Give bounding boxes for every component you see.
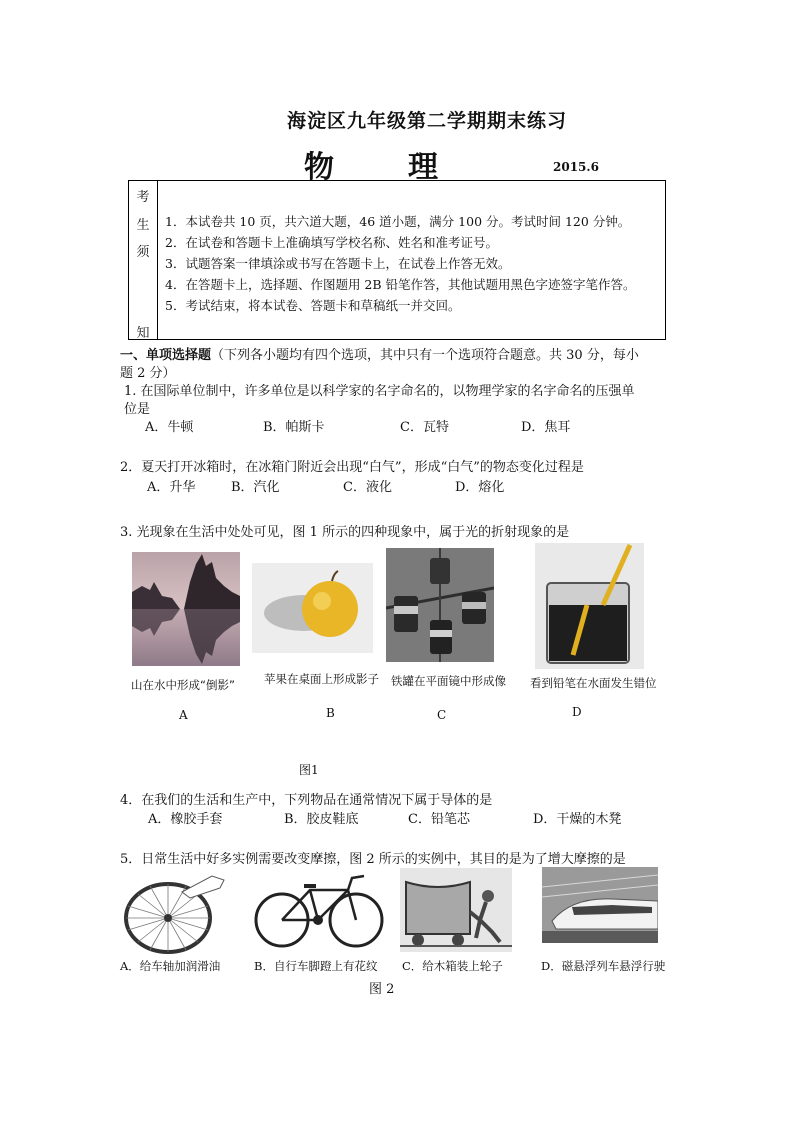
subject-char-2: 理 [408, 150, 438, 185]
crate-wheels-image [400, 868, 512, 952]
option-d: D．焦耳 [521, 420, 571, 435]
q1-stem-cont: 位是 [124, 402, 151, 417]
instruction-item: 5．考试结束，将本试卷、答题卡和草稿纸一并交回。 [165, 298, 461, 313]
wheel-lubrication-image [120, 870, 230, 955]
q5-stem: 5．日常生活中好多实例需要改变摩擦，图 2 所示的实例中，其目的是为了增大摩擦的是 [120, 852, 626, 867]
instruction-item: 1．本试卷共 10 页，共六道大题，46 道小题，满分 100 分。考试时间 120 分钟。 [165, 214, 631, 229]
figure1-caption-b: 苹果在桌面上形成影子 [264, 672, 379, 686]
figure1-letter-b: B [326, 706, 335, 720]
figure1-caption-c: 铁罐在平面镜中形成像 [391, 674, 506, 688]
side-char: 须 [136, 245, 150, 260]
instruction-item: 2．在试卷和答题卡上准确填写学校名称、姓名和准考证号。 [165, 235, 498, 250]
maglev-train-image [542, 867, 658, 943]
figure2-caption-d: D．磁悬浮列车悬浮行驶 [541, 959, 666, 973]
option-c: C．瓦特 [400, 420, 449, 435]
instruction-item: 3．试题答案一律填涂或书写在答题卡上，在试卷上作答无效。 [165, 256, 511, 271]
q2-stem: 2．夏天打开冰箱时，在冰箱门附近会出现“白气”，形成“白气”的物态变化过程是 [120, 460, 584, 475]
mountain-reflection-image [132, 552, 240, 666]
side-char: 知 [136, 326, 150, 341]
figure2-caption-c: C．给木箱装上轮子 [402, 959, 503, 973]
section-description-cont: 题 2 分） [120, 366, 176, 381]
figure2-label: 图 2 [369, 982, 395, 997]
instruction-item: 4．在答题卡上，选择题、作图题用 2B 铅笔作答，其他试题用黑色字迹签字笔作答。 [165, 277, 636, 292]
section-heading-line [120, 344, 639, 363]
q1-stem: 1. 在国际单位制中，许多单位是以科学家的名字命名的，以物理学家的名字命名的压强单 [124, 384, 635, 399]
q4-stem: 4．在我们的生活和生产中，下列物品在通常情况下属于导体的是 [120, 793, 493, 808]
instructions-box [128, 180, 666, 340]
option-b: B．胶皮鞋底 [284, 812, 359, 827]
figure1-caption-a: 山在水中形成“倒影” [131, 678, 235, 692]
option-a: A．牛顿 [145, 420, 194, 435]
option-b: B．汽化 [231, 480, 280, 495]
exam-date: 2015.6 [553, 160, 599, 174]
can-mirror-image [386, 548, 494, 662]
option-b: B．帕斯卡 [263, 420, 325, 435]
figure1-letter-d: D [572, 705, 582, 719]
option-c: C．液化 [343, 480, 392, 495]
instructions-side-label [129, 181, 158, 339]
option-d: D．熔化 [455, 480, 505, 495]
figure2-caption-b: B．自行车脚蹬上有花纹 [254, 959, 378, 973]
exam-title: 海淀区九年级第二学期期末练习 [286, 110, 567, 132]
q3-stem: 3. 光现象在生活中处处可见，图 1 所示的四种现象中，属于光的折射现象的是 [120, 525, 570, 540]
option-c: C．铅笔芯 [408, 812, 470, 827]
section-description: （下列各小题均有四个选项，其中只有一个选项符合题意。共 30 分，每小 [211, 348, 639, 363]
option-a: A．橡胶手套 [148, 812, 223, 827]
side-char: 考 [136, 190, 150, 205]
subject-char-1: 物 [304, 150, 334, 185]
section-heading: 一、单项选择题 [120, 348, 212, 363]
figure1-caption-d: 看到铅笔在水面发生错位 [530, 676, 657, 690]
figure1-letter-c: C [437, 708, 447, 722]
side-char: 生 [136, 218, 150, 233]
pencil-water-image [535, 543, 644, 669]
figure1-letter-a: A [179, 708, 188, 722]
figure2-caption-a: A．给车轴加润滑油 [120, 959, 221, 973]
apple-shadow-image [252, 563, 373, 653]
option-a: A．升华 [147, 480, 196, 495]
option-d: D．干燥的木凳 [533, 812, 622, 827]
bicycle-image [252, 868, 386, 952]
instructions-list [165, 211, 636, 316]
figure1-label: 图1 [299, 763, 319, 777]
